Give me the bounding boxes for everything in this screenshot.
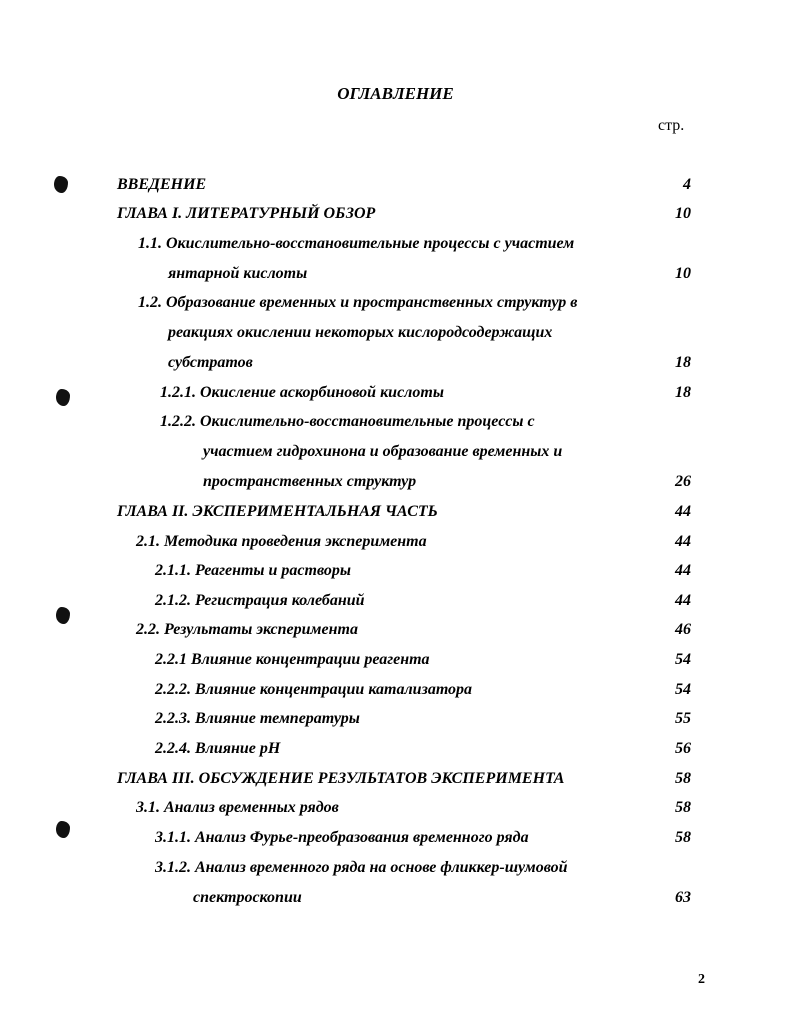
toc-entry-text: 2.1.2. Регистрация колебаний: [155, 592, 365, 609]
toc-entry-text: 2.2.3. Влияние температуры: [155, 710, 360, 727]
toc-entry-page: 54: [675, 651, 691, 668]
toc-entry-page: 58: [675, 770, 691, 787]
page-number: 2: [698, 972, 705, 987]
toc-entry-page: 56: [675, 740, 691, 757]
toc-entry-page: 44: [675, 562, 691, 579]
toc-entry-page: 63: [675, 889, 691, 906]
toc-entry-text: ГЛАВА III. ОБСУЖДЕНИЕ РЕЗУЛЬТАТОВ ЭКСПЕРИМЕНТА: [117, 770, 565, 787]
punch-hole-mark: [56, 821, 70, 838]
toc-entry-page: 10: [675, 205, 691, 222]
toc-entry-page: 10: [675, 265, 691, 282]
toc-entry-text: 3.1. Анализ временных рядов: [136, 799, 339, 816]
punch-hole-mark: [54, 176, 68, 193]
toc-entry-text: 2.2.4. Влияние pH: [155, 740, 281, 757]
toc-entry-page: 18: [675, 354, 691, 371]
toc-entry-text: 3.1.1. Анализ Фурье-преобразования временного ряда: [155, 829, 529, 846]
toc-entry-page: 44: [675, 503, 691, 520]
page-title: ОГЛАВЛЕНИЕ: [337, 84, 454, 103]
toc-entry-text: 1.2.2. Окислительно-восстановительные процессы с: [160, 413, 535, 430]
toc-entry-page: 54: [675, 681, 691, 698]
toc-entry-text: ГЛАВА II. ЭКСПЕРИМЕНТАЛЬНАЯ ЧАСТЬ: [117, 503, 438, 520]
toc-entry-text: 2.2.2. Влияние концентрации катализатора: [155, 681, 473, 698]
toc-entry-page: 58: [675, 799, 691, 816]
toc-entry-text: спектроскопии: [193, 889, 302, 906]
punch-hole-mark: [56, 389, 70, 406]
toc-entry-page: 4: [683, 176, 691, 193]
toc-entry-text: пространственных структур: [203, 473, 417, 490]
toc-entry-text: 2.2. Результаты эксперимента: [136, 621, 358, 638]
toc-entry-text: 2.1. Методика проведения эксперимента: [136, 533, 427, 550]
toc-entry-text: 1.2.1. Окисление аскорбиновой кислоты: [160, 384, 444, 401]
toc-entry-text: 2.2.1 Влияние концентрации реагента: [155, 651, 430, 668]
toc-entry-page: 44: [675, 533, 691, 550]
toc-entry-text: субстратов: [168, 354, 253, 371]
toc-entry-text: ГЛАВА I. ЛИТЕРАТУРНЫЙ ОБЗОР: [117, 205, 376, 222]
toc-entry-text: участием гидрохинона и образование временных и: [203, 443, 563, 460]
punch-hole-mark: [56, 607, 70, 624]
toc-entry-page: 58: [675, 829, 691, 846]
toc-entry-page: 44: [675, 592, 691, 609]
toc-entry-page: 46: [675, 621, 691, 638]
toc-entry-text: реакциях окислении некоторых кислородсодержащих: [168, 324, 553, 341]
toc-entry-text: ВВЕДЕНИЕ: [117, 176, 207, 193]
toc-entry-page: 26: [675, 473, 691, 490]
page-column-label: стр.: [658, 117, 685, 134]
toc-entry-page: 18: [675, 384, 691, 401]
toc-entry-text: янтарной кислоты: [168, 265, 308, 282]
toc-entry-text: 1.1. Окислительно-восстановительные процессы с участием: [138, 235, 575, 252]
toc-entry-text: 1.2. Образование временных и пространственных структур в: [138, 294, 578, 311]
toc-entry-text: 3.1.2. Анализ временного ряда на основе фликкер-шумовой: [155, 859, 568, 876]
toc-entry-text: 2.1.1. Реагенты и растворы: [155, 562, 352, 579]
toc-entry-page: 55: [675, 710, 691, 727]
